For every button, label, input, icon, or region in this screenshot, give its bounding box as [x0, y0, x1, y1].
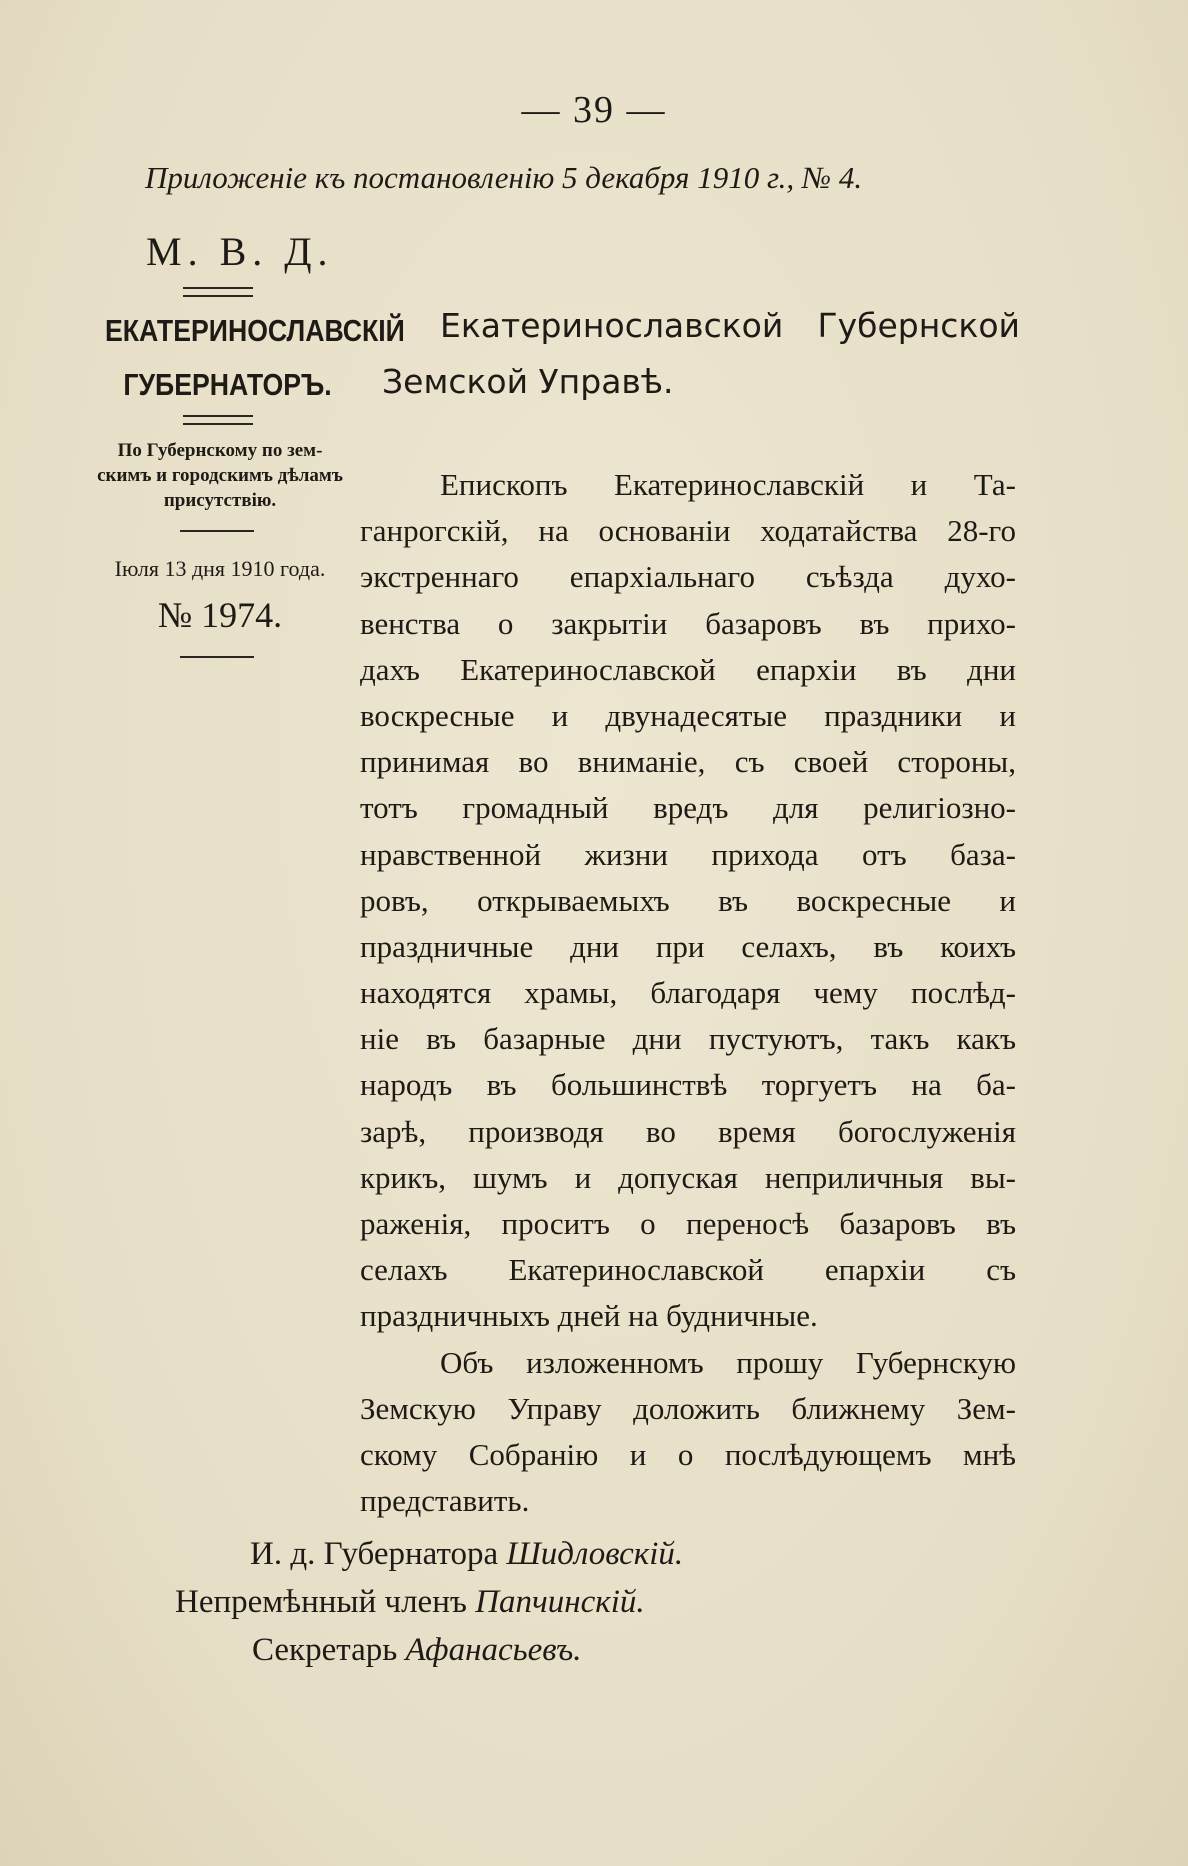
body-line: народъ въ большинствѣ торгуетъ на ба- — [360, 1067, 1016, 1103]
letter-body — [360, 462, 1016, 1524]
body-line: ніе въ базарные дни пустуютъ, такъ какъ — [360, 1021, 1016, 1057]
signature-secretary — [252, 1632, 582, 1669]
office-line-2: ГУБЕРНАТОРЪ. — [123, 367, 332, 402]
appendix-note: Приложеніе къ постановленію 5 декабря 1910 г., № 4. — [145, 160, 863, 195]
body-line: зарѣ, производя во время богослуженія — [360, 1113, 1016, 1149]
body-line: праздничные дни при селахъ, въ коихъ — [360, 928, 1016, 964]
body-line: Объ изложенномъ прошу Губернскую — [440, 1344, 1016, 1380]
department-line-3: присутствію. — [163, 490, 277, 511]
signature-governor — [250, 1536, 683, 1573]
signature-member — [175, 1584, 645, 1621]
governor-office — [104, 304, 405, 412]
body-line: раженія, проситъ о переносѣ базаровъ въ — [360, 1206, 1016, 1241]
body-line: Земскую Управу доложить ближнему Зем- — [360, 1390, 1016, 1426]
number-rule — [180, 656, 254, 658]
body-line: воскресные и двунадесятые праздники и — [360, 697, 1016, 733]
signature-name: Папчинскій. — [475, 1584, 645, 1620]
body-line: представить. — [360, 1483, 530, 1519]
department — [70, 438, 370, 513]
body-line: Епископъ Екатеринославскій и Та- — [440, 467, 1016, 502]
body-line: ганрогскій, на основаніи ходатайства 28-го — [360, 513, 1016, 549]
signature-title: И. д. Губернатора — [250, 1536, 499, 1572]
header-double-rule-bottom — [183, 415, 253, 425]
document-date: Іюля 13 дня 1910 года. — [114, 556, 326, 581]
body-line: экстреннаго епархіальнаго съѣзда духо- — [360, 559, 1016, 595]
addressee — [360, 298, 1020, 410]
body-line: тотъ громадный вредъ для религіозно- — [360, 790, 1016, 826]
body-line: находятся храмы, благодаря чему послѣд- — [360, 975, 1016, 1011]
page-number: — 39 — — [521, 89, 667, 131]
body-line: нравственной жизни прихода отъ база- — [360, 836, 1016, 872]
body-line: дахъ Екатеринославской епархіи въ дни — [360, 651, 1016, 687]
body-line: скому Собранію и о послѣдующемъ мнѣ — [360, 1436, 1016, 1472]
signature-name: Шидловскій. — [506, 1536, 684, 1572]
body-line: крикъ, шумъ и допуская неприличныя вы- — [360, 1159, 1016, 1195]
department-line-2: скимъ и городскимъ дѣламъ — [97, 465, 343, 486]
ministry-abbrev: М. В. Д. — [146, 229, 334, 274]
body-line: ровъ, открываемыхъ въ воскресные и — [360, 882, 1016, 918]
header-double-rule-top — [183, 287, 253, 297]
signature-name: Афанасьевъ. — [405, 1632, 582, 1668]
addressee-line-1: Екатеринославской Губернской — [440, 306, 1020, 345]
body-line: селахъ Екатеринославской епархіи съ — [360, 1252, 1016, 1288]
addressee-line-2: Земской Управѣ. — [382, 362, 674, 401]
document-number: № 1974. — [157, 595, 283, 635]
department-line-1: По Губернскому по зем- — [117, 440, 323, 461]
body-line: принимая во вниманіе, съ своей стороны, — [360, 744, 1016, 780]
body-line: праздничныхъ дней на будничные. — [360, 1298, 818, 1334]
office-line-1: ЕКАТЕРИНОСЛАВСКІЙ — [104, 313, 405, 348]
signature-title: Секретарь — [252, 1632, 398, 1668]
signature-title: Непремѣнный членъ — [175, 1584, 467, 1620]
body-line: венства о закрытіи базаровъ въ прихо- — [360, 605, 1016, 641]
department-rule — [180, 530, 254, 532]
